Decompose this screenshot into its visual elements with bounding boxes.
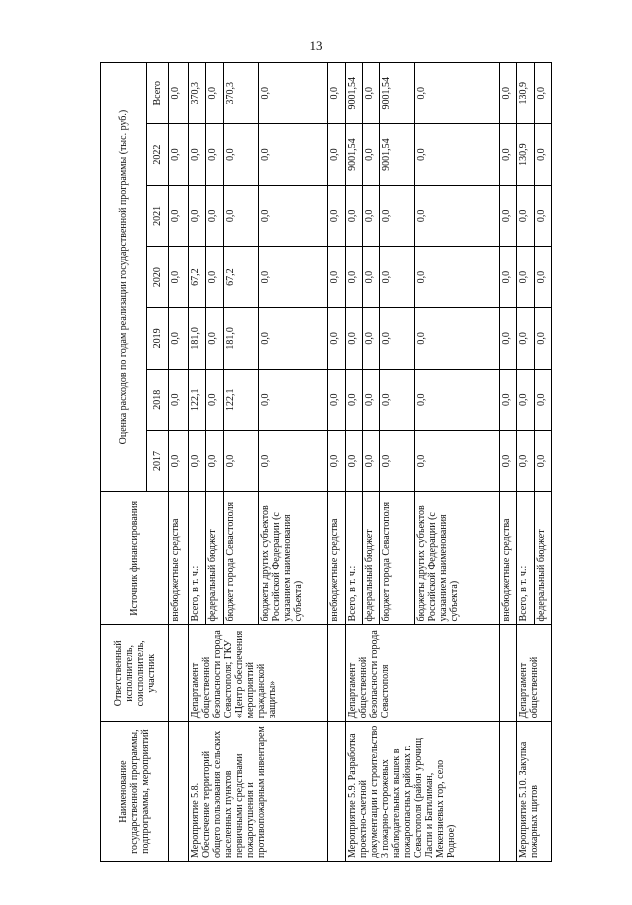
value-cell: 0,0 (188, 185, 205, 246)
rotated-table-container (100, 62, 552, 862)
measure-name-5-10: Мероприятие 5.10. Закупка пожарных щитов (517, 722, 552, 862)
value-cell: 0,0 (328, 124, 345, 185)
table-row (345, 63, 362, 862)
measure-executor-5-8: Департамент общественной безопасности города Севастополя; ГКУ «Центр обеспечения мероприятий гражданской защиты» (188, 625, 327, 722)
value-cell: 0,0 (362, 124, 379, 185)
value-cell: 0,0 (328, 369, 345, 430)
value-cell: 0,0 (415, 185, 500, 246)
value-cell: 0,0 (380, 369, 415, 430)
executor-cell (328, 625, 345, 722)
value-cell: 0,0 (362, 369, 379, 430)
value-cell: 0,0 (499, 430, 516, 491)
value-cell: 0,0 (345, 369, 362, 430)
name-cell (499, 722, 516, 862)
value-cell: 0,0 (206, 63, 223, 124)
source-cell: Всего, в т. ч.: (345, 492, 362, 625)
value-cell: 0,0 (380, 246, 415, 307)
header-estimate: Оценка расходов по годам реализации государственной программы (тыс. руб.) (101, 63, 147, 492)
value-cell: 0,0 (206, 430, 223, 491)
header-year: 2020 (147, 246, 169, 307)
value-cell: 0,0 (328, 185, 345, 246)
value-cell: 0,0 (380, 185, 415, 246)
value-cell: 9001,54 (380, 63, 415, 124)
table-row (517, 63, 534, 862)
value-cell: 9001,54 (380, 124, 415, 185)
value-cell: 0,0 (258, 246, 328, 307)
value-cell: 0,0 (362, 308, 379, 369)
value-cell: 0,0 (223, 124, 258, 185)
value-cell: 0,0 (206, 185, 223, 246)
value-cell: 0,0 (258, 308, 328, 369)
value-cell: 0,0 (223, 185, 258, 246)
value-cell: 0,0 (169, 246, 189, 307)
value-cell: 0,0 (345, 185, 362, 246)
value-cell: 0,0 (517, 369, 534, 430)
value-cell: 0,0 (517, 185, 534, 246)
measure-name-5-8: Мероприятие 5.8. Обеспечение территорий общего пользования сельских населенных пунктов первичными средствами пожаротушения и противопожарным инвентарем (188, 722, 327, 862)
value-cell: 0,0 (223, 430, 258, 491)
value-cell: 0,0 (258, 124, 328, 185)
value-cell: 122,1 (188, 369, 205, 430)
value-cell: 0,0 (188, 124, 205, 185)
value-cell: 0,0 (499, 185, 516, 246)
value-cell: 0,0 (345, 246, 362, 307)
value-cell: 0,0 (534, 124, 551, 185)
source-cell: Всего, в т. ч.: (517, 492, 534, 625)
value-cell: 0,0 (499, 63, 516, 124)
value-cell: 0,0 (258, 63, 328, 124)
header-year: 2017 (147, 430, 169, 491)
value-cell: 370,3 (223, 63, 258, 124)
measure-executor-5-9: Департамент общественной безопасности города Севастополя (345, 625, 499, 722)
source-cell: Всего, в т. ч.: (188, 492, 205, 625)
value-cell: 0,0 (328, 246, 345, 307)
value-cell: 0,0 (362, 185, 379, 246)
value-cell: 181,0 (188, 308, 205, 369)
value-cell: 0,0 (534, 369, 551, 430)
header-year: 2021 (147, 185, 169, 246)
value-cell: 0,0 (362, 63, 379, 124)
source-cell: федеральный бюджет (534, 492, 551, 625)
value-cell: 0,0 (534, 246, 551, 307)
header-source: Источник финансирования (101, 492, 169, 625)
value-cell: 0,0 (415, 369, 500, 430)
table-row (328, 63, 345, 862)
value-cell: 0,0 (517, 308, 534, 369)
header-total: Всего (147, 63, 169, 124)
source-cell: федеральный бюджет (362, 492, 379, 625)
source-cell: внебюджетные средства (499, 492, 516, 625)
value-cell: 0,0 (258, 430, 328, 491)
value-cell: 0,0 (499, 369, 516, 430)
budget-table (100, 62, 552, 862)
value-cell: 9001,54 (345, 124, 362, 185)
source-cell: бюджеты других субъектов Российской Федерации (с указанием наименования субъекта) (415, 492, 500, 625)
value-cell: 0,0 (499, 308, 516, 369)
value-cell: 0,0 (534, 430, 551, 491)
executor-cell (169, 625, 189, 722)
value-cell: 0,0 (206, 246, 223, 307)
table-row (499, 63, 516, 862)
header-name: Наименование государственной программы, подпрограммы, мероприятий (101, 722, 169, 862)
value-cell: 0,0 (258, 185, 328, 246)
value-cell: 0,0 (345, 430, 362, 491)
value-cell: 0,0 (534, 308, 551, 369)
value-cell: 0,0 (499, 124, 516, 185)
source-cell: внебюджетные средства (328, 492, 345, 625)
value-cell: 0,0 (517, 430, 534, 491)
value-cell: 130,9 (517, 124, 534, 185)
value-cell: 0,0 (169, 185, 189, 246)
value-cell: 130,9 (517, 63, 534, 124)
value-cell: 0,0 (534, 185, 551, 246)
value-cell: 0,0 (258, 369, 328, 430)
header-executor: Ответственный исполнитель, соисполнитель, участник (101, 625, 169, 722)
value-cell: 0,0 (415, 246, 500, 307)
value-cell: 0,0 (415, 63, 500, 124)
value-cell: 9001,54 (345, 63, 362, 124)
header-year: 2022 (147, 124, 169, 185)
source-cell: федеральный бюджет (206, 492, 223, 625)
value-cell: 0,0 (499, 246, 516, 307)
page-number: 13 (309, 38, 323, 53)
header-year: 2018 (147, 369, 169, 430)
table-row (188, 63, 205, 862)
source-cell: бюджеты других субъектов Российской Федерации (с указанием наименования субъекта) (258, 492, 328, 625)
value-cell: 67,2 (188, 246, 205, 307)
value-cell: 370,3 (188, 63, 205, 124)
value-cell: 0,0 (169, 124, 189, 185)
name-cell (169, 722, 189, 862)
value-cell: 0,0 (380, 430, 415, 491)
value-cell: 181,0 (223, 308, 258, 369)
value-cell: 0,0 (206, 369, 223, 430)
value-cell: 0,0 (169, 430, 189, 491)
value-cell: 0,0 (169, 369, 189, 430)
value-cell: 0,0 (206, 308, 223, 369)
value-cell: 0,0 (415, 430, 500, 491)
value-cell: 0,0 (380, 308, 415, 369)
value-cell: 0,0 (534, 63, 551, 124)
value-cell: 67,2 (223, 246, 258, 307)
value-cell: 0,0 (362, 246, 379, 307)
header-year: 2019 (147, 308, 169, 369)
value-cell: 0,0 (517, 246, 534, 307)
value-cell: 0,0 (169, 308, 189, 369)
value-cell: 0,0 (362, 430, 379, 491)
source-cell: бюджет города Севастополя (223, 492, 258, 625)
source-cell: внебюджетные средства (169, 492, 189, 625)
value-cell: 0,0 (328, 430, 345, 491)
name-cell (328, 722, 345, 862)
executor-cell (499, 625, 516, 722)
value-cell: 0,0 (206, 124, 223, 185)
measure-name-5-9: Мероприятие 5.9. Разработка проектно-сметной документации и строительство 3 пожарно-сторожевых наблюдательных вышек в пожароопасных районах г. Севастополя (район урочищ Ласпи и Батилиман, Мекензиевых гор, село Родное) (345, 722, 499, 862)
table-row (169, 63, 189, 862)
measure-executor-5-10: Департамент общественной (517, 625, 552, 722)
value-cell: 0,0 (169, 63, 189, 124)
value-cell: 0,0 (328, 63, 345, 124)
source-cell: бюджет города Севастополя (380, 492, 415, 625)
value-cell: 0,0 (328, 308, 345, 369)
value-cell: 122,1 (223, 369, 258, 430)
value-cell: 0,0 (345, 308, 362, 369)
value-cell: 0,0 (188, 430, 205, 491)
value-cell: 0,0 (415, 308, 500, 369)
value-cell: 0,0 (415, 124, 500, 185)
